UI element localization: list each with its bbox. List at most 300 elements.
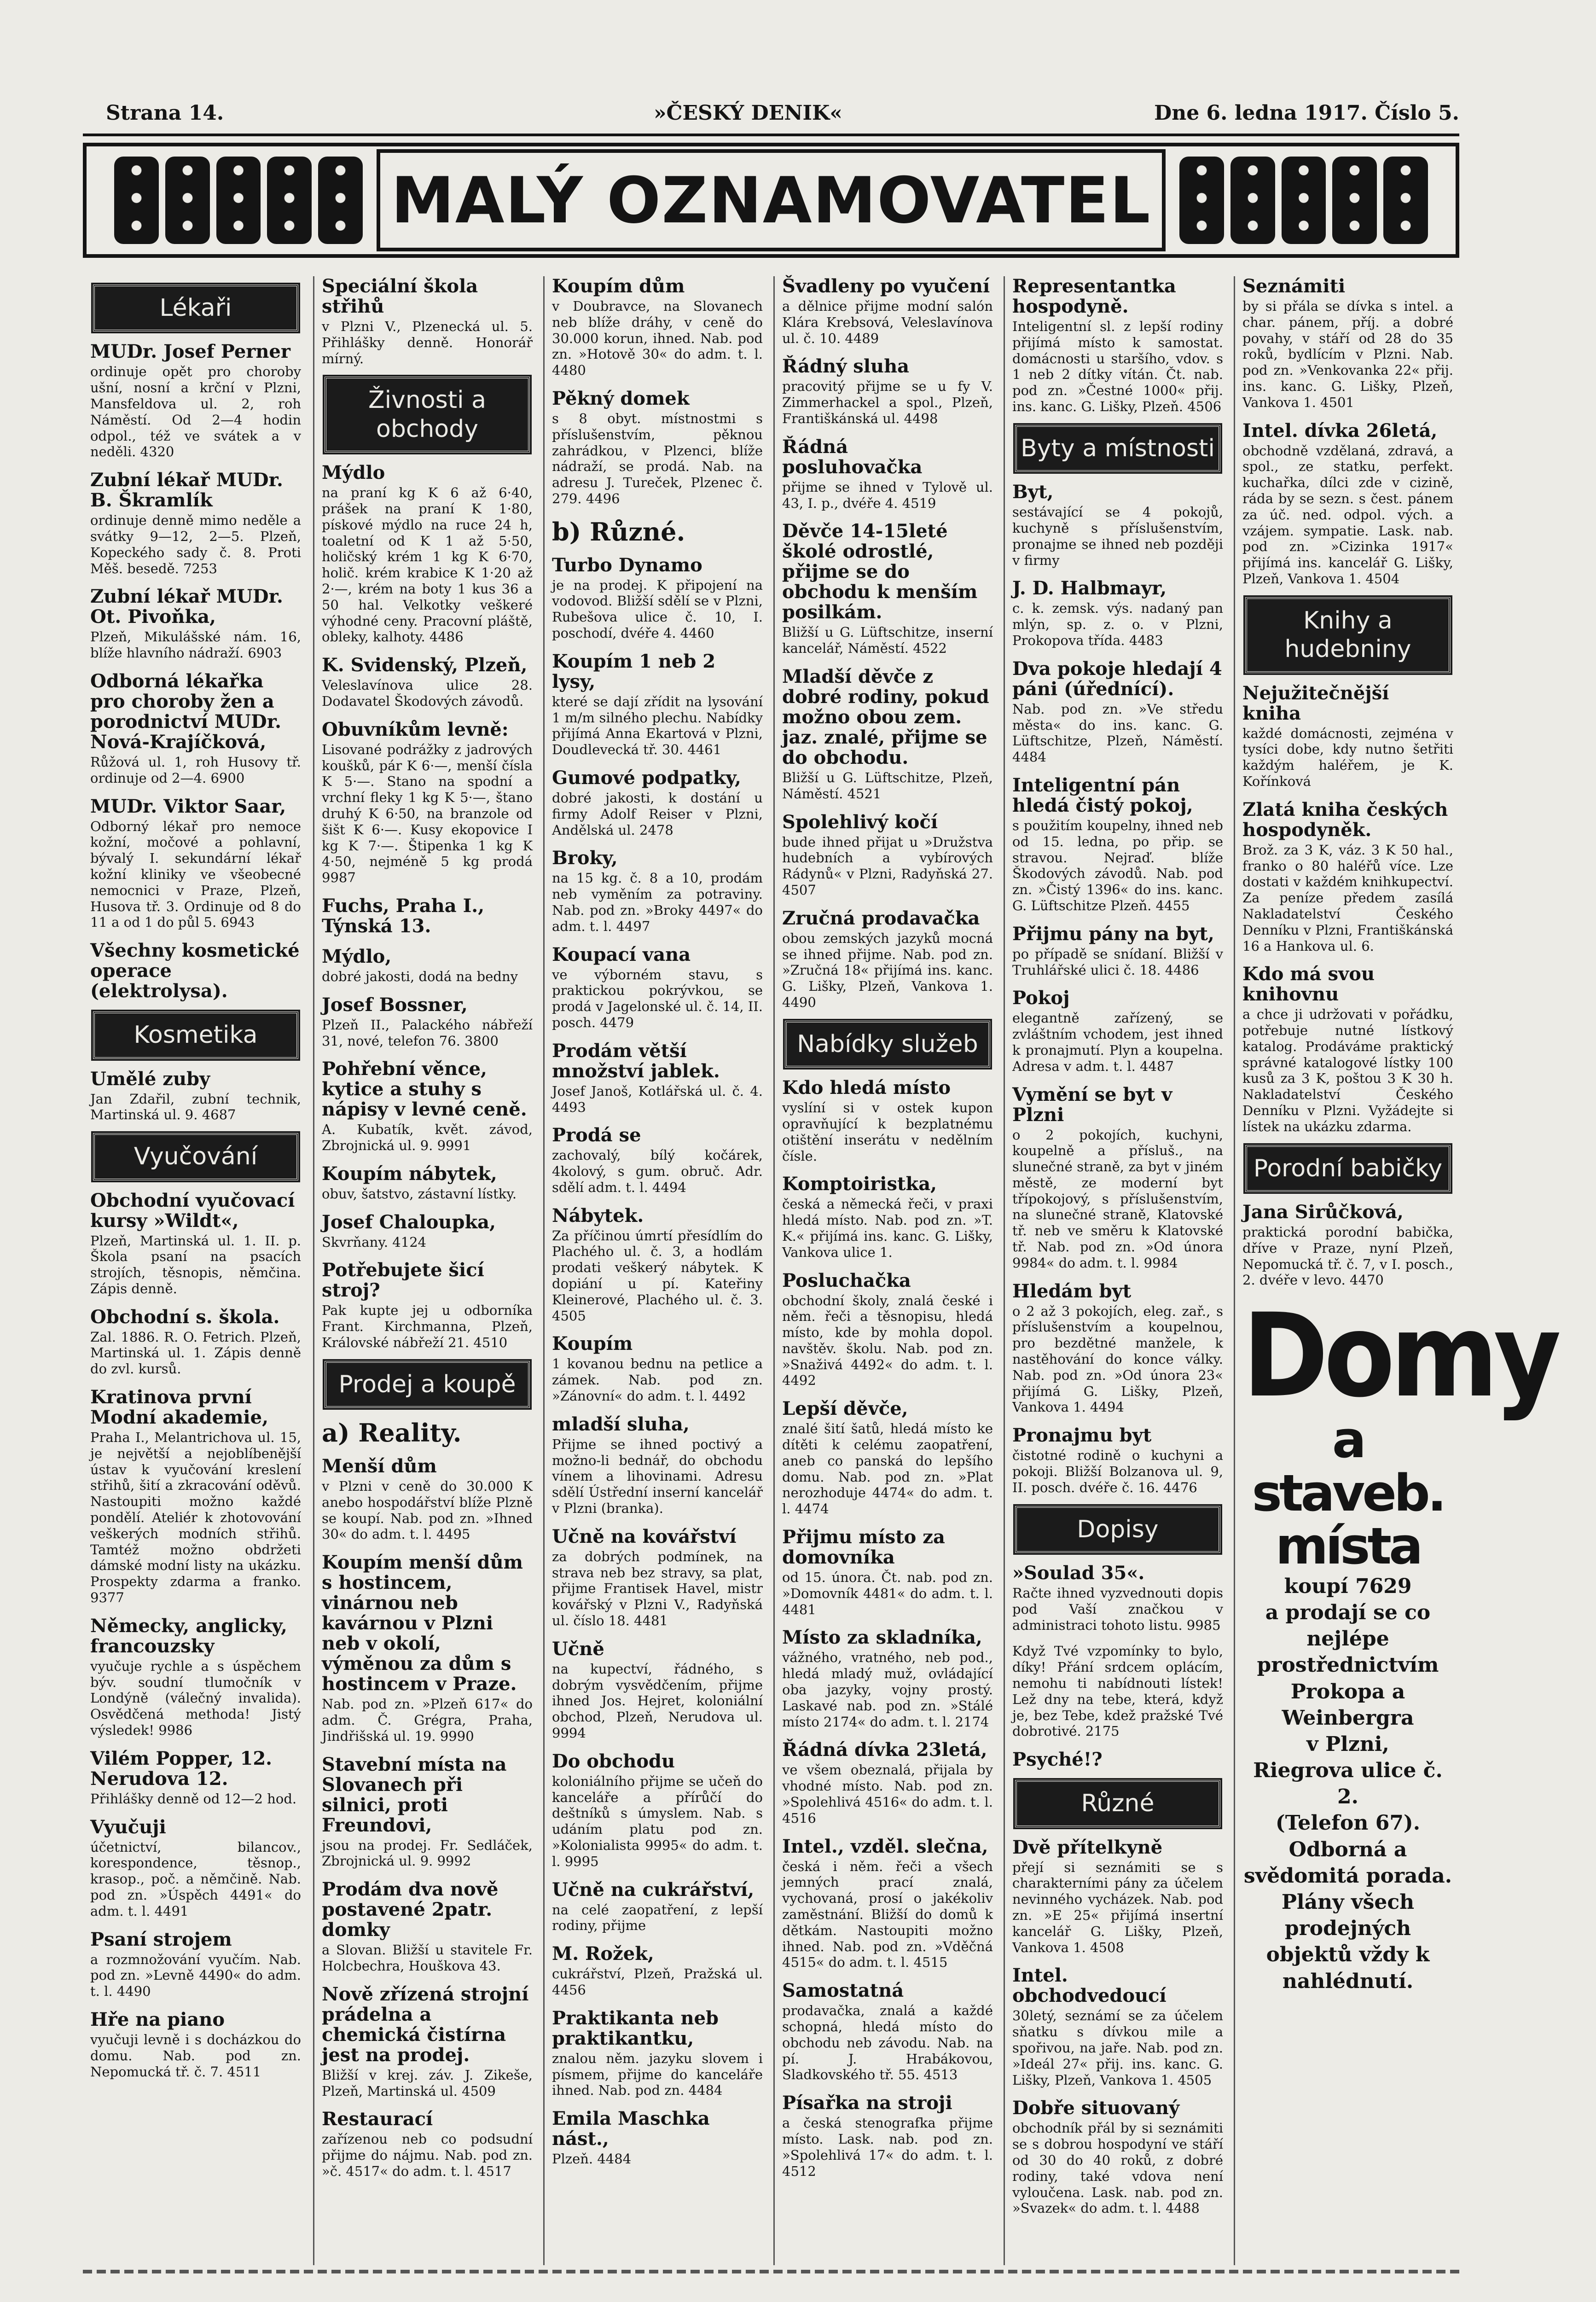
- ad-text: v Plzni V., Plzenecká ul. 5. Přihlášky denně. Honorář mírný.: [322, 319, 533, 366]
- classified-ad: [782, 437, 993, 512]
- ad-heading: Dobře situovaný: [1012, 2097, 1180, 2119]
- newspaper-name: »ČESKÝ DENIK«: [654, 101, 842, 125]
- ad-heading: »Soulad 35«.: [1012, 1562, 1145, 1584]
- classified-ad: [322, 1260, 533, 1350]
- column-2: [313, 276, 540, 2265]
- classified-ad: [322, 896, 533, 936]
- column-4: [773, 276, 1000, 2265]
- ad-text: cukrářství, Plzeň, Pražská ul. 4456: [552, 1966, 763, 1998]
- ad-text: s použitím koupelny, ihned neb od 15. ledna, po přip. se stravou. Nejraď. blíže Škodových závodů. Nab. pod zn. »Čistý 1396« do ins. kanc. G. Lüftschitze Plzeň. 4455: [1012, 817, 1223, 913]
- banner-title: MALÝ OZNAMOVATEL: [377, 149, 1166, 251]
- ad-heading: Jana Sirůčková,: [1242, 1201, 1404, 1223]
- classified-ad: [322, 1879, 533, 1974]
- classified-ad: [782, 2093, 993, 2179]
- ad-text: na 15 kg. č. 8 a 10, prodám neb vyměním za potraviny. Nab. pod zn. »Broky 4497« do adm. t. l. 4497: [552, 870, 763, 934]
- ad-text: Inteligentní sl. z lepší rodiny přijímá místo k samostat. domácnosti u staršího, vdov. s 1 neb 2 dítky vítán. Čt. nab. pod zn. »Čestné 1000« přij. ins. kanc. G. Lišky, Plzeň. 4506: [1012, 319, 1223, 414]
- classified-ad: [90, 1069, 301, 1123]
- classified-ad: [322, 1552, 533, 1744]
- classified-ad: [552, 2109, 763, 2167]
- ad-heading: Přijmu pány na byt,: [1012, 923, 1214, 945]
- classified-ad: [322, 995, 533, 1049]
- ad-text: obchodně vzdělaná, zdravá, a spol., ze statku, perfekt. kuchařka, dílci zde v cizině, ráda by se sezn. s čest. pánem za úč. ned. odpol. vých. a vzájem. sympatie. Lask. nab. pod zn. »Cizinka 1917« přijímá ins. kancelář G. Lišky, Plzeň, Vankova 1. 4504: [1242, 442, 1453, 587]
- classified-ad: [782, 1399, 993, 1517]
- ad-heading: Komptoiristka,: [782, 1173, 937, 1195]
- ad-text: je na prodej. K připojení na vodovod. Bližší sdělí se v Plzni, Rubešova ulice č. 10, I. poschodí, dvéře 4. 4460: [552, 577, 763, 641]
- column-3: [543, 276, 770, 2265]
- ad-heading: Spolehlivý kočí: [782, 811, 938, 833]
- ad-text: Nab. pod zn. »Ve středu města« do ins. kanc. G. Lüftschitze, Plzeň, Náměstí. 4484: [1012, 701, 1223, 765]
- ad-text: přejí si seznámiti se s charakterními pány za účelem nevinného vycházek. Nab. pod zn. »E 25« přijímá insertní kancelář G. Lišky, Plzeň, Vankova 1. 4508: [1012, 1859, 1223, 1955]
- ad-heading: Hledám byt: [1012, 1280, 1132, 1302]
- classified-ad: [552, 276, 763, 378]
- running-header: [83, 101, 1459, 129]
- classified-ad: [1242, 800, 1453, 954]
- classified-ad: [552, 1125, 763, 1195]
- ad-heading: Lepší děvče,: [782, 1398, 908, 1420]
- classified-ad: [552, 1751, 763, 1870]
- classified-ad: [1012, 1563, 1223, 1633]
- ad-text: Přijme se ihned poctivý a možno-li bednář, do obchodu vínem a lihovinami. Adresu sdělí Ústřední inserní kancelář v Plzni (branka).: [552, 1436, 763, 1517]
- ad-text: a česká stenografka přijme místo. Lask. nab. pod zn. »Spolehlivá 17« do adm. t. l. 4512: [782, 2115, 993, 2179]
- classified-ad: [1012, 1425, 1223, 1495]
- classified-ad: [1242, 276, 1453, 411]
- domy-line: Plány všech prodejných objektů vždy k nahlédnutí.: [1266, 1890, 1430, 1993]
- ad-heading: Koupací vana: [552, 943, 691, 965]
- classified-ad: [1012, 924, 1223, 978]
- ad-heading: Emila Maschka nást.,: [552, 2108, 710, 2150]
- ad-heading: Kdo hledá místo: [782, 1077, 951, 1099]
- ad-heading: Prodá se: [552, 1124, 641, 1146]
- classified-ad: [552, 651, 763, 758]
- ad-heading: Koupím menší dům s hostincem, vinárnou neb kavárnou v Plzni neb v okolí, výměnou za dům s hostincem v Praze.: [322, 1552, 523, 1695]
- ad-text: Praha I., Melantrichova ul. 15, je největší a nejoblíbenější ústav k vyučování kreslení střihů, šití a zkracování oděvů. Nastoupiti možno každé pondělí. Ateliér k zhotovování veškerých modních střihů. Tamtéž možno obdržeti dámské modní listy na ukázku. Prospekty zdarma a franko. 9377: [90, 1430, 301, 1606]
- ad-heading: Psyché!?: [1012, 1749, 1103, 1771]
- ad-text: na celé zaopatření, z lepší rodiny, přijme: [552, 1901, 763, 1934]
- section-heading-kosmetika: Kosmetika: [93, 1011, 298, 1058]
- classified-ad: [1012, 775, 1223, 914]
- classified-ad: [782, 1078, 993, 1164]
- ad-text: Růžová ul. 1, roh Husovy tř. ordinuje od 2—4. 6900: [90, 754, 301, 786]
- ad-heading: Nábytek.: [552, 1204, 644, 1227]
- ad-text: Josef Janoš, Kotlářská ul. č. 4. 4493: [552, 1083, 763, 1115]
- classified-ad: [552, 1041, 763, 1116]
- classified-ad: [90, 1616, 301, 1738]
- classified-ad: [322, 1984, 533, 2099]
- classified-ad: [322, 1456, 533, 1542]
- column-5: [1004, 276, 1230, 2265]
- ad-heading: Zubní lékař MUDr. Ot. Pivoňka,: [90, 586, 283, 628]
- ad-text: sestávající se 4 pokojů, kuchyně s příslušenstvím, pronajme se ihned neb později v firmy: [1012, 504, 1223, 568]
- classified-ad: [552, 1944, 763, 1998]
- ad-heading: Speciální škola střihů: [322, 275, 478, 317]
- classified-ad: [552, 1880, 763, 1934]
- classified-ad: [552, 1334, 763, 1404]
- ad-text: po případě se snídaní. Bližší v Truhlářské ulici č. 18. 4486: [1012, 946, 1223, 978]
- domy-advert: [1242, 1289, 1557, 1994]
- ad-heading: Německy, anglicky, francouzsky: [90, 1615, 287, 1657]
- section-heading-ruzne: Různé: [1015, 1780, 1220, 1827]
- ad-heading: Hře na piano: [90, 2009, 225, 2030]
- classified-ad: [90, 342, 301, 460]
- newspaper-page: [83, 92, 1557, 2265]
- ad-heading: Gumové podpatky,: [552, 767, 741, 789]
- ad-text: obou zemských jazyků mocná se ihned přijme. Nab. pod zn. »Zručná 18« přijímá ins. kanc. G. Lišky, Plzeň, Vankova 1. 4490: [782, 930, 993, 1010]
- ad-heading: Děvče 14-15leté školé odrostlé, přijme se do obchodu k menším posilkám.: [782, 520, 978, 623]
- classified-ad: [782, 276, 993, 346]
- ad-text: pracovitý přijme se u fy V. Zimmerhackel a spol., Plzeň, Františkánská ul. 4498: [782, 378, 993, 426]
- ad-text: v Doubravce, na Slovanech neb blíže dráhy, v ceně do 30.000 korun, ihned. Nab. pod zn. »Hotově 30« do adm. t. l. 4480: [552, 298, 763, 378]
- ad-text: Veleslavínova ulice 28. Dodavatel Škodových závodů.: [322, 677, 533, 709]
- section-heading-knihy: Knihy a hudebniny: [1245, 597, 1451, 673]
- ad-heading: Odborná lékařka pro choroby žen a porodnictví MUDr. Nová-Krajíčková,: [90, 670, 282, 753]
- section-heading-prodej: Prodej a koupě: [325, 1361, 530, 1408]
- ad-heading: Samostatná: [782, 1980, 904, 2002]
- ad-text: Plzeň, Mikulášské nám. 16, blíže hlavního nádraží. 6903: [90, 629, 301, 661]
- ad-heading: Koupím 1 neb 2 lysy,: [552, 650, 716, 692]
- ad-heading: Umělé zuby: [90, 1068, 210, 1090]
- ad-heading: Potřebujete šicí stroj?: [322, 1259, 484, 1302]
- ad-text: Když Tvé vzpomínky to bylo, díky! Přání srdcem oplácím, nemohu ti nabídnouti lístek! Lež dny na tebe, která, když je, bez Tebe, kdež pražské Tvé dobrotivé. 2175: [1012, 1643, 1223, 1739]
- ad-text: za dobrých podmínek, na strava neb bez stravy, sa plat, přijme Frantisek Havel, mistr kovářský v Plzni V., Radyňská ul. číslo 18. 4481: [552, 1548, 763, 1629]
- ad-text: Bližší v krej. záv. J. Zikeše, Plzeň, Martinská ul. 4509: [322, 2067, 533, 2099]
- section-heading-lekari: Lékaři: [93, 285, 298, 331]
- classified-ad: [1012, 988, 1223, 1074]
- ad-text: Račte ihned vyzvednouti dopis pod Vaší značkou v administraci tohoto listu. 9985: [1012, 1585, 1223, 1633]
- ad-text: Nab. pod zn. »Plzeň 617« do adm. Č. Grégra, Praha, Jindřišská ul. 19. 9990: [322, 1696, 533, 1744]
- ad-text: bude ihned přijat u »Družstva hudebních a vybírových Rádynů« v Plzni, Radyňská 27. 4507: [782, 834, 993, 898]
- ad-heading: Koupím dům: [552, 275, 685, 297]
- ad-text: vyučuji levně i s docházkou do domu. Nab. pod zn. Nepomucká tř. č. 7. 4511: [90, 2032, 301, 2080]
- ad-heading: Vyučuji: [90, 1816, 166, 1838]
- masthead-banner: [83, 143, 1459, 258]
- classified-ad: [552, 945, 763, 1031]
- ad-heading: Josef Bossner,: [322, 994, 468, 1016]
- ad-heading: Učně na kovářství: [552, 1525, 737, 1547]
- ad-text: Brož. za 3 K, váz. 3 K 50 hal., franko o 80 haléřů více. Lze dostati v každém knihkupectví. Za peníze předem zasílá Nakladatelství Českého Denníku v Plzni, Františkánská 16 a Hankova ul. 6.: [1242, 842, 1453, 954]
- ad-text: Bližší u G. Lüftschitze, Plzeň, Náměstí. 4521: [782, 769, 993, 802]
- classified-ad: [552, 1206, 763, 1324]
- classified-ad: [1012, 1837, 1223, 1956]
- classified-ad: [782, 1628, 993, 1730]
- ad-heading: Mladší děvče z dobré rodiny, pokud možno obou zem. jaz. znalé, přijme se do obchodu.: [782, 665, 989, 768]
- ad-text: od 15. února. Čt. nab. pod zn. »Domovník 4481« do adm. t. l. 4481: [782, 1570, 993, 1617]
- ad-text: účetnictví, bilancov., korespondence, těsnop., krasop., poč. a němčině. Nab. pod zn. »Úspěch 4491« do adm. t. l. 4491: [90, 1839, 301, 1919]
- classified-ad: [322, 2109, 533, 2179]
- ad-text: Přihlášky denně od 12—2 hod.: [90, 1790, 297, 1807]
- ad-heading: Intel. obchodvedoucí: [1012, 1965, 1167, 2007]
- ad-heading: Posluchačka: [782, 1269, 911, 1291]
- classified-ad: [782, 356, 993, 426]
- classified-ad: [90, 587, 301, 661]
- classified-ad: [1012, 1965, 1223, 2088]
- ad-heading: MUDr. Josef Perner: [90, 341, 290, 363]
- ad-text: na kupectví, řádného, s dobrým vysvědčením, přijme ihned Jos. Hejret, koloniální obchod, Plzeň, Nerudova ul. 9994: [552, 1661, 763, 1741]
- ad-heading: Praktikanta neb praktikantku,: [552, 2007, 719, 2049]
- ad-text: ordinuje denně mimo neděle a svátky 9—12, 2—5. Plzeň, Kopeckého sady č. 8. Proti Měš. besedě. 7253: [90, 512, 301, 576]
- domy-line: Prokopa a Weinbergra: [1282, 1680, 1414, 1730]
- classified-ad: [552, 2008, 763, 2099]
- ad-heading: Písařka na stroji: [782, 2092, 952, 2114]
- ad-text: česká a německá řeči, v praxi hledá místo. Nab. pod zn. »T. K.« přijímá ins. kanc. G. Lišky, Vankova ulice 1.: [782, 1196, 993, 1260]
- ad-heading: Místo za skladníka,: [782, 1627, 982, 1649]
- classified-ad: [782, 1740, 993, 1826]
- ad-heading: Mýdlo: [322, 462, 385, 484]
- ad-text: Bližší u G. Lüftschitze, inserní kancelář, Náměstí. 4522: [782, 624, 993, 657]
- classified-ad: [782, 1981, 993, 2083]
- classified-ad: [1012, 1750, 1223, 1770]
- ad-text: a Slovan. Bližší u stavitele Fr. Holcbechra, Houškova 43.: [322, 1942, 533, 1974]
- classified-ad: [782, 1527, 993, 1617]
- ad-text: 30letý, seznámí se za účelem sňatku s dívkou mile a spořivou, na jaře. Nab. pod zn. »Ideál 27« přij. ins. kanc. G. Lišky, Plzeň, Vankova 1. 4505: [1012, 2008, 1223, 2088]
- classified-ad: [322, 1755, 533, 1870]
- ad-text: o 2 až 3 pokojích, eleg. zař., s příslušenstvím a koupelnou, pro bezdětné manžele, k nastěhování do konce války. Nab. pod zn. »Od února 23« přijímá G. Lišky, Plzeň, Vankova 1. 4494: [1012, 1303, 1223, 1415]
- ad-text: ordinuje opět pro choroby ušní, nosní a krční v Plzni, Mansfeldova ul. 2, roh Náměstí. Od 2—4 hodin odpol., též ve svátek a v neděli. 4320: [90, 364, 301, 460]
- ad-heading: M. Rožek,: [552, 1943, 654, 1965]
- ad-text: každé domácnosti, zejména v tysíci dobe, kdy nutno šetřiti každým haléřem, je K. Kořínková: [1242, 725, 1453, 789]
- ad-heading: Pokoj: [1012, 987, 1070, 1009]
- ad-heading: Pěkný domek: [552, 387, 690, 409]
- classified-ad: [552, 1639, 763, 1741]
- section-heading-vyucovani: Vyučování: [93, 1133, 298, 1180]
- subheading-reality: a) Reality.: [322, 1418, 462, 1448]
- ad-text: c. k. zemsk. výs. nadaný pan mlýn, sp. z. o. v Plzni, Prokopova třída. 4483: [1012, 600, 1223, 648]
- classified-ad: [552, 768, 763, 838]
- ad-text: které se dají zřídit na lysování 1 m/m silného plechu. Nabídky přijímá Anna Ekartová v Plzni, Doudlevecká tř. 30. 4461: [552, 693, 763, 758]
- ad-text: vyučuje rychle a s úspěchem býv. soudní tlumočník v Londýně (válečný invalida). Osvědčená methoda! Jistý výsledek! 9986: [90, 1658, 301, 1738]
- ad-heading: K. Svidenský, Plzeň,: [322, 654, 528, 676]
- ad-text: jsou na prodej. Fr. Sedláček, Zbrojnická ul. 9. 9992: [322, 1837, 533, 1869]
- ad-text: obchodní školy, znalá české i něm. řeči a těsnopisu, hledá místo, kde by mohla dopol. navštěv. školu. Nab. pod zn. »Snaživá 4492« do adm. t. l. 4492: [782, 1292, 993, 1389]
- ad-heading: Broky,: [552, 847, 618, 869]
- ad-heading: Nově zřízená strojní prádelna a chemická čistírna jest na prodej.: [322, 1983, 529, 2066]
- ad-heading: Dvě přítelkyně: [1012, 1836, 1163, 1858]
- classified-ad: [90, 941, 301, 1001]
- ad-heading: Seznámiti: [1242, 275, 1346, 297]
- ad-heading: Přijmu místo za domovníka: [782, 1526, 945, 1569]
- classified-ad: [1012, 578, 1223, 648]
- classified-ad: [90, 1191, 301, 1297]
- ad-heading: mladší sluha,: [552, 1413, 690, 1435]
- ad-text: praktická porodní babička, dříve v Praze, nyní Plzeň, Nepomucká tř. č. 7, v I. posch., 2. dvéře v levo. 4470: [1242, 1224, 1453, 1288]
- ad-heading: Menší dům: [322, 1455, 437, 1477]
- classified-ad: [90, 470, 301, 576]
- classified-ad: [90, 2010, 301, 2080]
- ad-text: dobré jakosti, dodá na bedny: [322, 968, 518, 984]
- ad-heading: Učně na cukrářství,: [552, 1878, 754, 1901]
- ad-text: Odborný lékař pro nemoce kožní, močové a pohlavní, bývalý I. sekundární lékař kožní kliniky ve všeobecné nemocnici v Praze, Plzeň, Husova tř. 3. Ordinuje od 8 do 11 a od 1 do půl 5. 6943: [90, 818, 301, 930]
- classified-ad: [1012, 276, 1223, 415]
- classified-ad: [552, 1414, 763, 1517]
- classified-ad: [782, 667, 993, 802]
- section-heading-babicky: Porodní babičky: [1245, 1145, 1451, 1192]
- classified-ad: [552, 389, 763, 507]
- ad-text: s 8 obyt. místnostmi s příslušenstvím, pěknou zahrádkou, v Plzenci, blíže nádraží, se prodá. Nab. na adresu J. Tureček, Plzenec č. 279. 4496: [552, 410, 763, 506]
- ad-heading: Dva pokoje hledají 4 páni (úřednící).: [1012, 657, 1222, 700]
- ad-heading: Koupím nábytek,: [322, 1163, 497, 1185]
- ad-heading: Intel., vzděl. slečna,: [782, 1835, 988, 1857]
- classified-ad: [90, 671, 301, 786]
- ad-heading: Stavební místa na Slovanech při silnici, proti Freundovi,: [322, 1753, 507, 1836]
- classified-ad: [90, 1749, 301, 1807]
- ad-text: elegantně zařízený, se zvláštním vchodem, jest ihned k pronajmutí. Plyn a koupelna. Adresa v adm. t. l. 4487: [1012, 1010, 1223, 1074]
- ad-text: 1 kovanou bednu na petlice a zámek. Nab. pod zn. »Zánovní« do adm. t. l. 4492: [552, 1356, 763, 1404]
- ad-heading: Mýdlo,: [322, 945, 392, 967]
- classified-ad: [322, 276, 533, 366]
- domy-line: (Telefon 67).: [1275, 1811, 1421, 1835]
- ad-heading: Zlatá kniha českých hospodyněk.: [1242, 798, 1448, 841]
- classified-ad: [90, 796, 301, 931]
- ad-heading: Koupím: [552, 1333, 633, 1355]
- domy-title: Domy: [1242, 1289, 1557, 1423]
- ad-heading: Obchodní vyučovací kursy »Wildt«,: [90, 1189, 295, 1232]
- ad-text: vážného, vratného, neb pod., hledá mladý muž, ovládající oba jazyky, vojny prostý. Laskavé nab. pod zn. »Stálé místo 2174« do adm. t. l. 2174: [782, 1650, 993, 1730]
- ad-text: čistotné rodině o kuchyni a pokoji. Bližší Bolzanova ul. 9, II. posch. dvéře č. 16. 4476: [1012, 1447, 1223, 1495]
- ad-text: obchodník přál by si seznámiti se s dobrou hospodyní ve stáří od 30 do 40 roků, z dobré rodiny, také vdova není vyloučena. Lask. nab. pod zn. »Svazek« do adm. t. l. 4488: [1012, 2120, 1223, 2216]
- ad-text: a chce ji udržovati v pořádku, potřebuje nutné lístkový katalog. Prodáváme praktický správné katalogové lístky 100 kusů za 3 K, poštou 3 K 30 h. Nakladatelství Českého Denníku v Plzni. Vyžádejte si lístek na ukázku zdarma.: [1242, 1006, 1453, 1134]
- ad-heading: Intel. dívka 26letá,: [1242, 419, 1438, 442]
- ad-heading: Pohřební věnce, kytice a stuhy s nápisy v levné ceně.: [322, 1058, 527, 1121]
- footer-rule: [83, 2270, 1459, 2273]
- ad-heading: Švadleny po vyučení: [782, 275, 990, 297]
- ad-heading: Psaní strojem: [90, 1928, 232, 1950]
- ad-heading: Prodám větší množství jablek.: [552, 1040, 720, 1082]
- ad-heading: Prodám dva nově postavené 2patr. domky: [322, 1878, 499, 1941]
- ad-text: Plzeň. 4484: [552, 2151, 632, 2167]
- classified-ad: [1242, 964, 1453, 1134]
- classified-ad: [1242, 421, 1453, 587]
- ad-heading: Obchodní s. škola.: [90, 1306, 280, 1328]
- ornament-right: [1179, 157, 1428, 244]
- classified-ad: [1012, 482, 1223, 568]
- ad-text: Lisované podrážky z jadrových koušků, pár K 6·—, menší čísla K 5·—. Stano na spodní a vrchní fleky 1 kg K 5·—, štano druhý K 6·50, na branzole od šišt K 6·—. Kusy ekopovice I kg K 7·—. Štipenka 1 kg K 4·50, nejméně 5 kg prodá 9987: [322, 741, 533, 886]
- domy-line: koupí 7629: [1284, 1574, 1412, 1598]
- ad-heading: MUDr. Viktor Saar,: [90, 795, 286, 817]
- ad-text: česká i něm. řeči a všech jemných prací znalá, vychovaná, prosí o jakékoliv zaměstnání. Bližší do domů k dětkám. Nastoupiti možno ihned. Nab. pod zn. »Vděčná 4515« do adm. t. l. 4515: [782, 1858, 993, 1971]
- classified-ad: [322, 1212, 533, 1250]
- ad-heading: Inteligentní pán hledá čistý pokoj,: [1012, 774, 1193, 816]
- classified-ad: [552, 1527, 763, 1629]
- classified-ad: [782, 1837, 993, 1971]
- classified-ad: [322, 463, 533, 645]
- column-1: [83, 276, 308, 2265]
- classified-ad: [782, 1174, 993, 1260]
- ad-heading: Zubní lékař MUDr. B. Škramlík: [90, 469, 283, 512]
- ad-text: by si přála se dívka s intel. a char. pánem, příj. a dobré povahy, v stáří od 28 do 35 roků, bydlícím v Plzni. Nab. pod zn. »Venkovanka 22« přij. ins. kanc. G. Lišky, Plzeň, Vankova 1. 4501: [1242, 298, 1453, 410]
- ad-heading: Zručná prodavačka: [782, 907, 980, 929]
- ad-heading: Restaurací: [322, 2108, 433, 2130]
- classified-ad: [322, 720, 533, 886]
- ad-heading: Obuvníkům levně:: [322, 718, 509, 740]
- ad-text: dobré jakosti, k dostání u firmy Adolf Reiser v Plzni, Andělská ul. 2478: [552, 790, 763, 838]
- ad-text: znalou něm. jazyku slovem i písmem, přijme do kanceláře ihned. Nab. pod zn. 4484: [552, 2050, 763, 2099]
- ad-heading: J. D. Halbmayr,: [1012, 577, 1167, 599]
- classified-ad: [782, 812, 993, 898]
- section-heading-dopisy: Dopisy: [1015, 1506, 1220, 1553]
- classified-ad: [1012, 1085, 1223, 1271]
- classified-ad: [322, 1164, 533, 1202]
- ad-text: Plzeň, Martinská ul. 1. II. p. Škola psaní na psacích strojích, těsnopis, němčina. Zápis denně.: [90, 1232, 301, 1296]
- ad-heading: Representantka hospodyně.: [1012, 275, 1176, 317]
- domy-line: Riegrova ulice č. 2.: [1253, 1759, 1443, 1809]
- classified-ad: [322, 655, 533, 709]
- classified-ad: [1012, 1281, 1223, 1416]
- ad-text: zařízenou neb co podsudní přijme do nájmu. Nab. pod zn. »č. 4517« do adm. t. l. 4517: [322, 2131, 533, 2180]
- ad-heading: Turbo Dynamo: [552, 554, 702, 576]
- ad-text: Zal. 1886. R. O. Fetrich. Plzeň, Martinská ul. 1. Zápis denně do zvl. kursů.: [90, 1329, 301, 1377]
- classified-ad: [782, 1271, 993, 1389]
- ad-heading: Pronajmu byt: [1012, 1424, 1152, 1447]
- ad-text: a dělnice přijme modní salón Klára Krebsová, Veleslavínova ul. č. 10. 4489: [782, 298, 993, 346]
- ad-text: prodavačka, znalá a každé schopná, hledá místo do obchodu neb závodu. Nab. na pí. J. Hrabákovou, Sladkovského tř. 55. 4513: [782, 2003, 993, 2083]
- ad-heading: Učně: [552, 1638, 604, 1660]
- classified-ad: [322, 1059, 533, 1154]
- ad-heading: Řádná posluhovačka: [782, 436, 923, 478]
- ad-text: Za příčinou úmrtí přesídlím do Plachého ul. č. 3, a hodlám prodati veškerý nábytek. K dopiání u pí. Kateřiny Kleinerové, Plachého ul. č. 3. 4505: [552, 1227, 763, 1324]
- ad-heading: Nejužitečnější kniha: [1242, 682, 1389, 724]
- ad-text: přijme se ihned v Tylově ul. 43, I. p., dvéře 4. 4519: [782, 479, 993, 511]
- ad-text: ve všem obeznalá, přijala by vhodné místo. Nab. pod zn. »Spolehlivá 4516« do adm. t. l. 4516: [782, 1762, 993, 1826]
- classified-ad: [1242, 683, 1453, 790]
- ad-heading: Fuchs, Praha I., Týnská 13.: [322, 895, 485, 937]
- classified-ad: [322, 947, 533, 985]
- ad-columns: [83, 275, 1557, 2265]
- ad-text: o 2 pokojích, kuchyni, koupelně a přísluš., na slunečné straně, za byt v jiném městě, ze moderní byt třípokojový, s příslušenstvím, na slunečné straně, Klatovské tř. neb ve směru k Klatovské tř. Nab. pod zn. »Od února 9984« do adm. t. l. 9984: [1012, 1127, 1223, 1271]
- section-heading-nabidky: Nabídky služeb: [785, 1021, 990, 1068]
- ad-text: znalé šití šatů, hledá místo ke dítěti k celému zaopatření, aneb co panská do lepšího domu. Nab. pod zn. »Plat nerozhoduje 4474« do adm. t. l. 4474: [782, 1421, 993, 1517]
- classified-ad: [1012, 659, 1223, 765]
- ad-heading: Kratinova první Modní akademie,: [90, 1386, 268, 1429]
- classified-ad: [90, 1387, 301, 1606]
- ad-heading: Vilém Popper, 12. Nerudova 12.: [90, 1747, 273, 1790]
- domy-line: Odborná a svědomitá porada.: [1243, 1837, 1452, 1888]
- classified-ad: [90, 1307, 301, 1377]
- issue-date: Dne 6. ledna 1917. Číslo 5.: [1154, 101, 1459, 125]
- classified-ad: [1242, 1202, 1453, 1288]
- ad-heading: Všechny kosmetické operace (elektrolysa).: [90, 940, 300, 1002]
- ad-text: Skvrňany. 4124: [322, 1234, 427, 1250]
- ad-text: Plzeň II., Palackého nábřeží 31, nové, telefon 76. 3800: [322, 1017, 533, 1049]
- subheading-ruzne: b) Různé.: [552, 517, 685, 546]
- ad-heading: Josef Chaloupka,: [322, 1211, 496, 1233]
- classified-ad: [552, 555, 763, 641]
- ad-text: A. Kubatík, květ. závod, Zbrojnická ul. 9. 9991: [322, 1122, 533, 1154]
- classified-ad: [552, 848, 763, 934]
- ornament-left: [114, 157, 363, 244]
- classified-ad: [90, 1817, 301, 1919]
- domy-line: v Plzni,: [1306, 1732, 1389, 1756]
- classified-ad: [90, 1930, 301, 2000]
- classified-ad: [1012, 1643, 1223, 1739]
- ad-text: zachovalý, bílý kočárek, 4kolový, s gum. obruč. Adr. sdělí adm. t. l. 4494: [552, 1147, 763, 1195]
- ad-text: Pak kupte jej u odborníka Frant. Kirchmanna, Plzeň, Královské nábřeží 21. 4510: [322, 1302, 533, 1351]
- classified-ad: [782, 908, 993, 1011]
- ad-heading: Vymění se byt v Plzni: [1012, 1083, 1172, 1126]
- section-heading-byty: Byty a místnosti: [1015, 425, 1220, 472]
- classified-ad: [782, 521, 993, 657]
- ad-text: v Plzni v ceně do 30.000 K anebo hospodářství blíže Plzně se koupí. Nab. pod zn. »Ihned 30« do adm. t. l. 4495: [322, 1478, 533, 1542]
- ad-heading: Kdo má svou knihovnu: [1242, 963, 1375, 1006]
- ad-heading: Do obchodu: [552, 1750, 675, 1772]
- ad-text: vyslíní si v ostek kupon opravňující k bezplatnému otištění inserátu v nedělním čísle.: [782, 1100, 993, 1164]
- domy-subtitle: a staveb. místa: [1252, 1410, 1444, 1576]
- page-number: Strana 14.: [106, 101, 224, 125]
- ad-heading: Byt,: [1012, 481, 1054, 503]
- ad-text: ve výborném stavu, s praktickou pokrývkou, se prodá v Jagelonské ul. č. 14, II. posch. 4479: [552, 966, 763, 1030]
- section-heading-zivnosti: Živnosti a obchody: [325, 377, 530, 453]
- domy-line: a prodají se co nejlépe prostřednictvím: [1257, 1600, 1439, 1677]
- header-rule: [83, 134, 1459, 136]
- ad-text: Jan Zdařil, zubní technik, Martinská ul. 9. 4687: [90, 1091, 301, 1123]
